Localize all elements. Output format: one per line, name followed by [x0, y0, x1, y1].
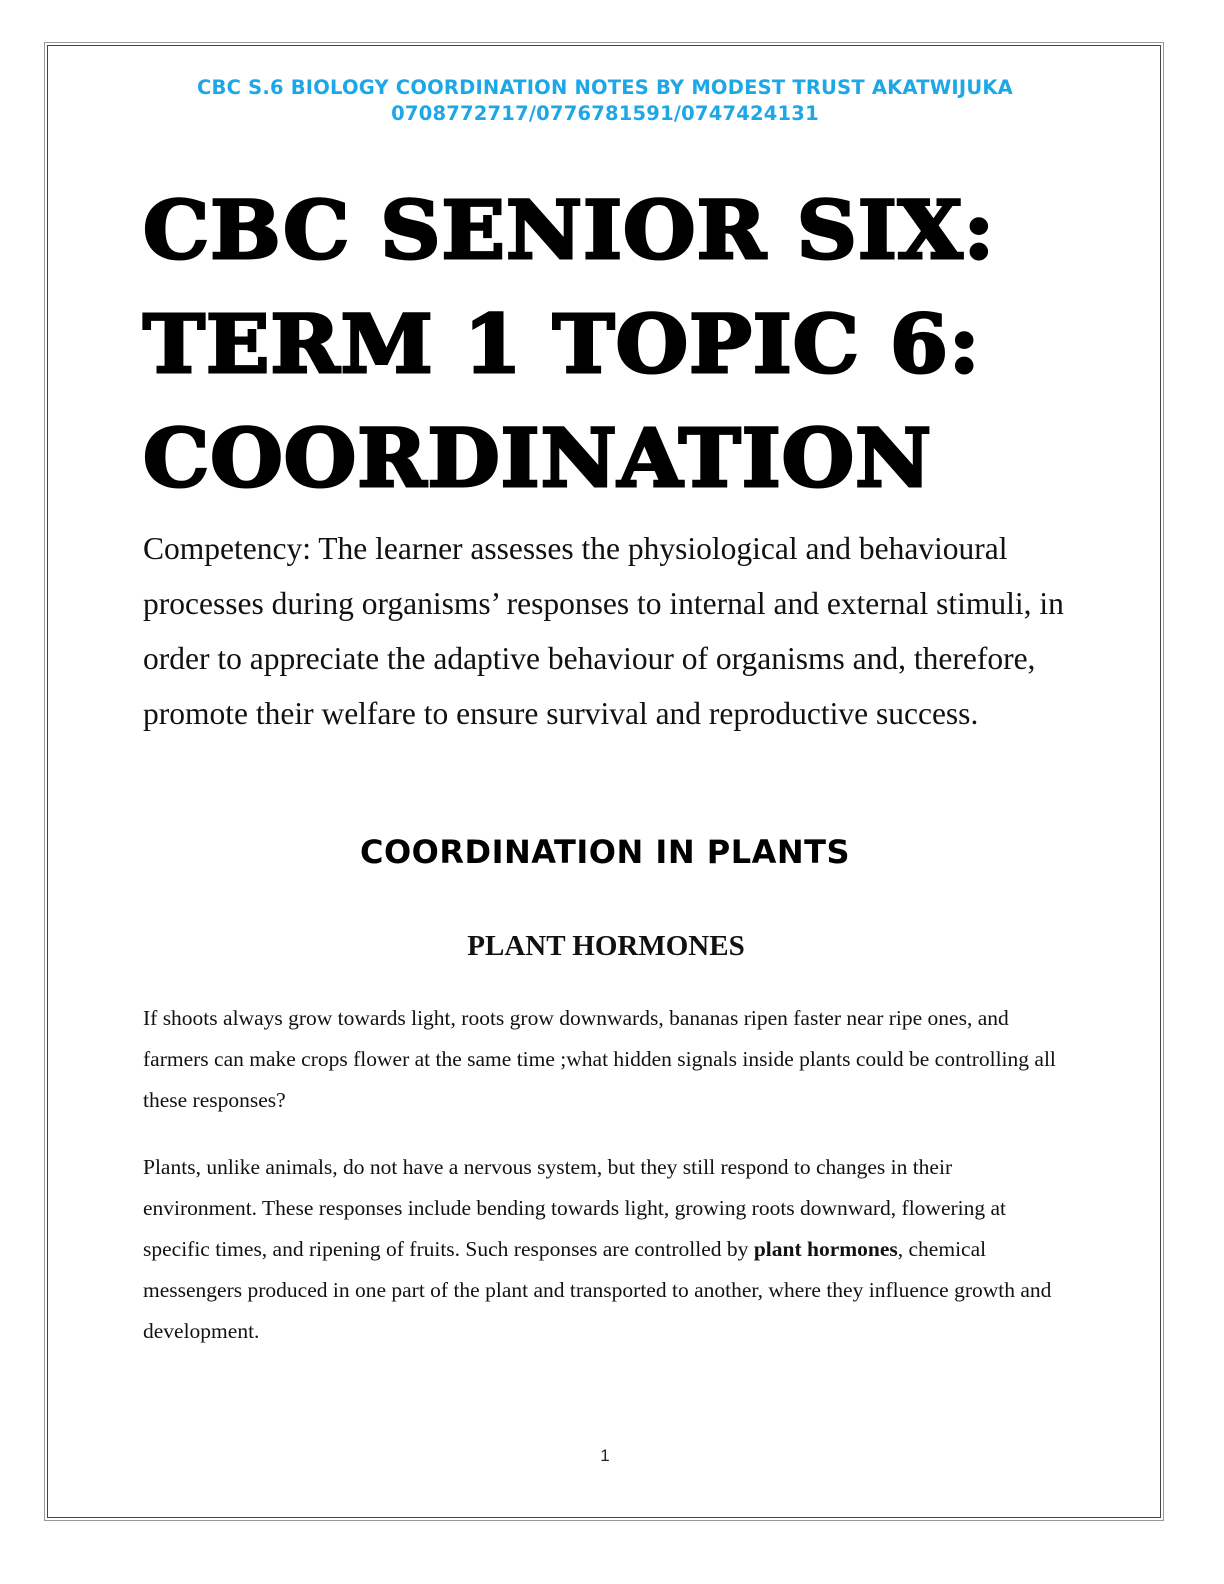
competency-statement: Competency: The learner assesses the physiological and behavioural processes during organisms’ responses to internal and external stimuli, in order to appreciate the adaptive behaviour of organisms and, therefore, promote their welfare to ensure survival and reproductive success.: [143, 531, 1064, 731]
main-title-line-2: TERM 1 TOPIC 6:: [143, 297, 981, 391]
paragraph-text-before: Plants, unlike animals, do not have a nervous system, but they still respond to changes in their environment. These responses include bending towards light, growing roots downward, flowering at specific times, and ripening of fruits. Such responses are controlled by: [143, 1155, 1007, 1261]
section-heading: COORDINATION IN PLANTS: [359, 833, 850, 871]
paragraph-text-after: , chemical messengers produced in one part of the plant and transported to another, where they influence growth and development.: [143, 1237, 1052, 1343]
intro-question-paragraph: If shoots always grow towards light, roots grow downwards, bananas ripen faster near ripe ones, and farmers can make crops flower at the same time ;what hidden signals inside plants could be controlling all these responses?: [143, 1006, 1056, 1112]
header-title-line: CBC S.6 BIOLOGY COORDINATION NOTES BY MODEST TRUST AKATWIJUKA: [197, 76, 1013, 99]
main-title-line-3: COORDINATION: [143, 411, 933, 505]
main-title: [143, 173, 1183, 515]
paragraph-bold-term: plant hormones: [753, 1237, 898, 1261]
plant-hormones-paragraph: [143, 1147, 1063, 1352]
main-title-line-1: CBC SENIOR SIX:: [143, 183, 996, 277]
header-phone-line: 0708772717/0776781591/0747424131: [391, 102, 819, 125]
document-header: [60, 75, 1150, 127]
subsection-heading: PLANT HORMONES: [467, 930, 745, 962]
page-number: 1: [600, 1446, 610, 1465]
